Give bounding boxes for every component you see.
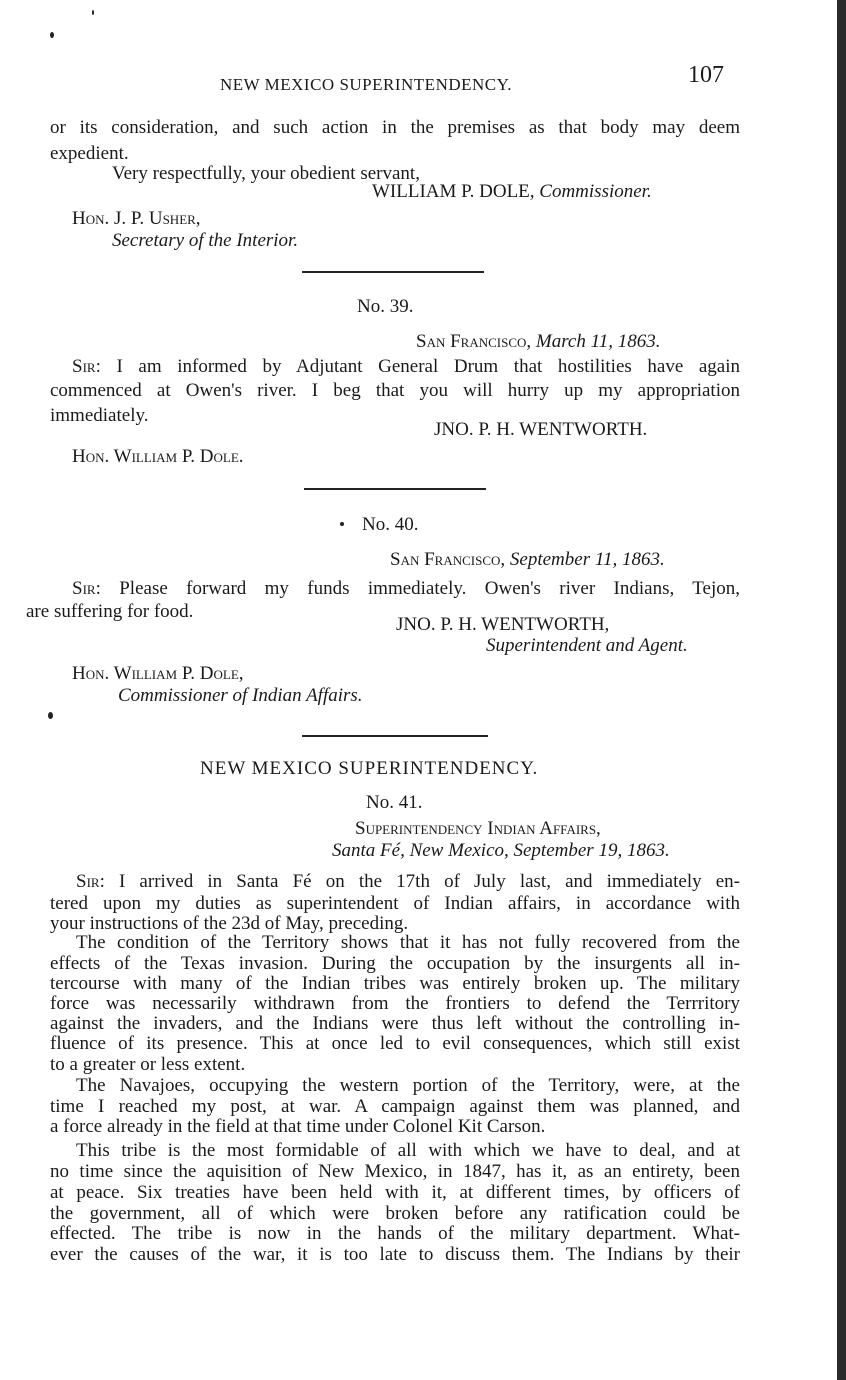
salutation: Sir:	[72, 356, 101, 377]
body-line: at peace. Six treaties have been held with it, at different times, by officers of	[50, 1182, 740, 1203]
body-line: tered upon my duties as superintendent of Indian affairs, in accordance with	[50, 893, 740, 914]
page-number: 107	[688, 62, 724, 88]
addressee-title: Commissioner of Indian Affairs.	[118, 685, 363, 706]
body-line: ever the causes of the war, it is too late to discuss them. The Indians by their	[50, 1244, 740, 1265]
signer-name: WILLIAM P. DOLE,	[372, 181, 535, 202]
body-line: The Navajoes, occupying the western portion of the Territory, were, at the	[76, 1075, 740, 1096]
body-line: or its consideration, and such action in the premises as that body may deem	[50, 117, 740, 138]
running-title: NEW MEXICO SUPERINTENDENCY.	[220, 75, 512, 94]
body-line: immediately.	[50, 405, 149, 426]
addressee: Hon. William P. Dole,	[72, 663, 244, 684]
body-line: fluence of its presence. This at once led to evil consequences, which still exist	[50, 1033, 740, 1054]
body-text: I am informed by Adjutant General Drum that hostilities have again	[116, 356, 740, 377]
body-line: to a greater or less extent.	[50, 1054, 246, 1075]
addressee: Hon. William P. Dole.	[72, 446, 244, 467]
body-line: against the invaders, and the Indians were thus left without the controlling in-	[50, 1013, 740, 1034]
signer-name: JNO. P. H. WENTWORTH.	[434, 419, 648, 440]
office-heading: Superintendency Indian Affairs,	[355, 818, 601, 839]
body-line: tercourse with many of the Indian tribes was entirely broken up. The military	[50, 973, 740, 994]
closing-line: Very respectfully, your obedient servant,	[112, 163, 420, 184]
dateline	[416, 331, 660, 353]
body-line: expedient.	[50, 143, 129, 164]
date: September 11, 1863.	[509, 549, 665, 570]
signer-title: Superintendent and Agent.	[486, 635, 688, 656]
body-line: commenced at Owen's river. I beg that you will hurry up my appropriation	[50, 380, 740, 401]
body-line	[50, 871, 740, 893]
salutation: Sir:	[72, 578, 101, 599]
body-text: Please forward my funds immediately. Owen's river Indians, Tejon,	[119, 578, 740, 599]
section-divider	[302, 735, 488, 737]
page-edge-shadow	[837, 0, 846, 1380]
dateline	[390, 549, 665, 571]
section-divider	[304, 488, 486, 490]
document-number: No. 41.	[366, 792, 423, 813]
body-line: This tribe is the most formidable of all with which we have to deal, and at	[76, 1140, 740, 1161]
signer-title: Commissioner.	[539, 181, 652, 202]
document-number: No. 40.	[362, 514, 419, 535]
body-line	[50, 578, 740, 600]
body-line: effects of the Texas invasion. During the occupation by the insurgents all in-	[50, 953, 740, 974]
section-title: NEW MEXICO SUPERINTENDENCY.	[200, 758, 539, 779]
addressee: Hon. J. P. Usher,	[72, 208, 201, 229]
body-line: your instructions of the 23d of May, preceding.	[50, 913, 409, 934]
body-line: The condition of the Territory shows that it has not fully recovered from the	[76, 932, 740, 953]
body-line: no time since the aquisition of New Mexico, in 1847, has it, as an entirety, been	[50, 1161, 740, 1182]
ink-speck	[50, 32, 54, 38]
body-line: a force already in the field at that time under Colonel Kit Carson.	[50, 1116, 546, 1137]
body-line: are suffering for food.	[26, 601, 194, 622]
body-line: force was necessarily withdrawn from the frontiers to defend the Terrritory	[50, 993, 740, 1014]
place: San Francisco,	[416, 331, 532, 352]
body-line: the government, all of which were broken before any ratification could be	[50, 1203, 740, 1224]
section-divider	[302, 271, 484, 273]
signature	[372, 181, 652, 203]
ink-speck	[48, 712, 53, 719]
ink-speck	[340, 522, 344, 526]
signer-name: JNO. P. H. WENTWORTH,	[396, 614, 610, 635]
body-text: I arrived in Santa Fé on the 17th of July last, and immediately en-	[118, 871, 740, 892]
body-line: time I reached my post, at war. A campaign against them was planned, and	[50, 1096, 740, 1117]
place: San Francisco,	[390, 549, 506, 570]
dateline: Santa Fé, New Mexico, September 19, 1863.	[332, 840, 670, 861]
body-line: effected. The tribe is now in the hands of the military department. What-	[50, 1223, 740, 1244]
ink-speck	[92, 10, 94, 15]
body-line	[50, 356, 740, 378]
document-number: No. 39.	[357, 296, 414, 317]
salutation: Sir:	[76, 871, 105, 892]
date: March 11, 1863.	[535, 331, 661, 352]
addressee-title: Secretary of the Interior.	[112, 230, 299, 251]
